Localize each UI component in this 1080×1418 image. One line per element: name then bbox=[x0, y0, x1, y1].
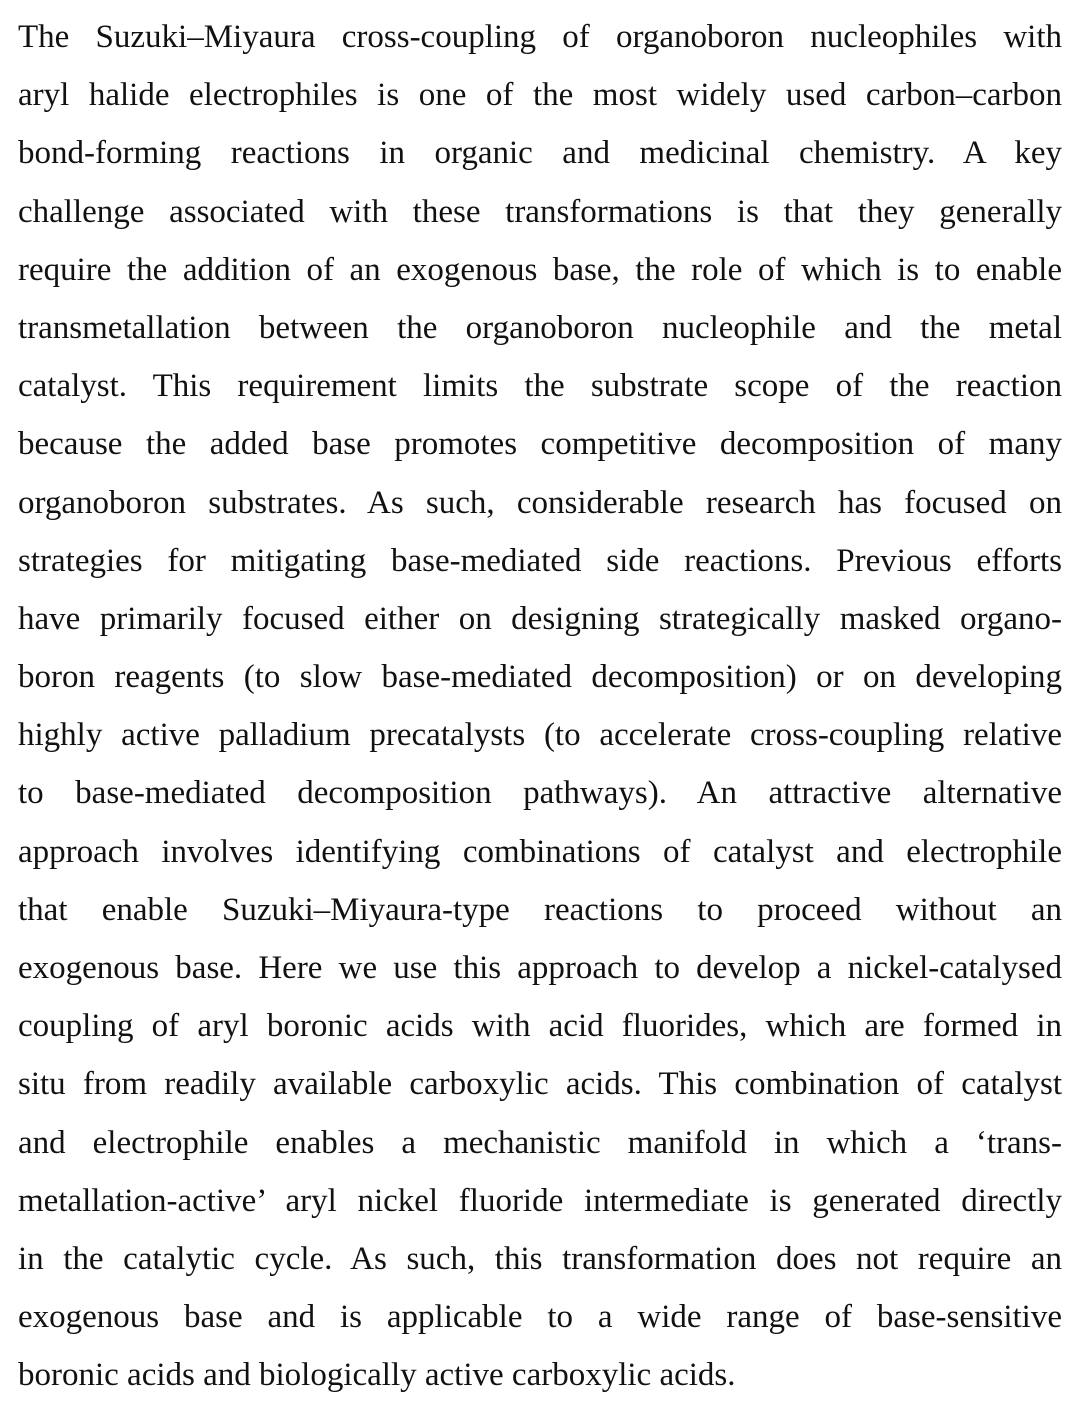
text-line: to base-mediated decomposition pathways). An attractive alternative bbox=[18, 775, 1062, 812]
text-line: exogenous base and is applicable to a wide range of base-sensitive bbox=[18, 1299, 1062, 1336]
text-line: boronic acids and biologically active carboxylic acids. bbox=[18, 1357, 736, 1394]
text-line: aryl halide electrophiles is one of the most widely used carbon–carbon bbox=[18, 77, 1062, 114]
text-line: coupling of aryl boronic acids with acid fluorides, which are formed in bbox=[18, 1008, 1062, 1045]
text-line: situ from readily available carboxylic acids. This combination of catalyst bbox=[18, 1066, 1062, 1103]
text-line: metallation-active’ aryl nickel fluoride intermediate is generated directly bbox=[18, 1182, 1062, 1219]
text-line: in the catalytic cycle. As such, this transformation does not require an bbox=[18, 1240, 1062, 1277]
text-line: challenge associated with these transformations is that they generally bbox=[18, 193, 1062, 230]
text-line: and electrophile enables a mechanistic manifold in which a ‘trans- bbox=[18, 1124, 1062, 1161]
abstract-paragraph bbox=[18, 8, 1062, 1405]
text-line: organoboron substrates. As such, considerable research has focused on bbox=[18, 484, 1062, 521]
text-line: require the addition of an exogenous base, the role of which is to enable bbox=[18, 251, 1062, 288]
text-line: strategies for mitigating base-mediated side reactions. Previous efforts bbox=[18, 542, 1062, 579]
text-line: that enable Suzuki–Miyaura-type reactions to proceed without an bbox=[18, 891, 1062, 928]
text-line: transmetallation between the organoboron nucleophile and the metal bbox=[18, 309, 1062, 346]
text-line: approach involves identifying combinations of catalyst and electrophile bbox=[18, 833, 1062, 870]
text-line: have primarily focused either on designing strategically masked organo- bbox=[18, 600, 1062, 637]
text-line: exogenous base. Here we use this approach to develop a nickel-catalysed bbox=[18, 950, 1062, 986]
text-line: catalyst. This requirement limits the substrate scope of the reaction bbox=[18, 368, 1062, 405]
text-line: because the added base promotes competitive decomposition of many bbox=[18, 426, 1062, 463]
text-line: boron reagents (to slow base-mediated decomposition) or on developing bbox=[18, 659, 1062, 696]
text-line: highly active palladium precatalysts (to accelerate cross-coupling relative bbox=[18, 717, 1062, 754]
text-line: The Suzuki–Miyaura cross-coupling of organoboron nucleophiles with bbox=[18, 19, 1062, 55]
text-line: bond-forming reactions in organic and medicinal chemistry. A key bbox=[18, 135, 1062, 172]
